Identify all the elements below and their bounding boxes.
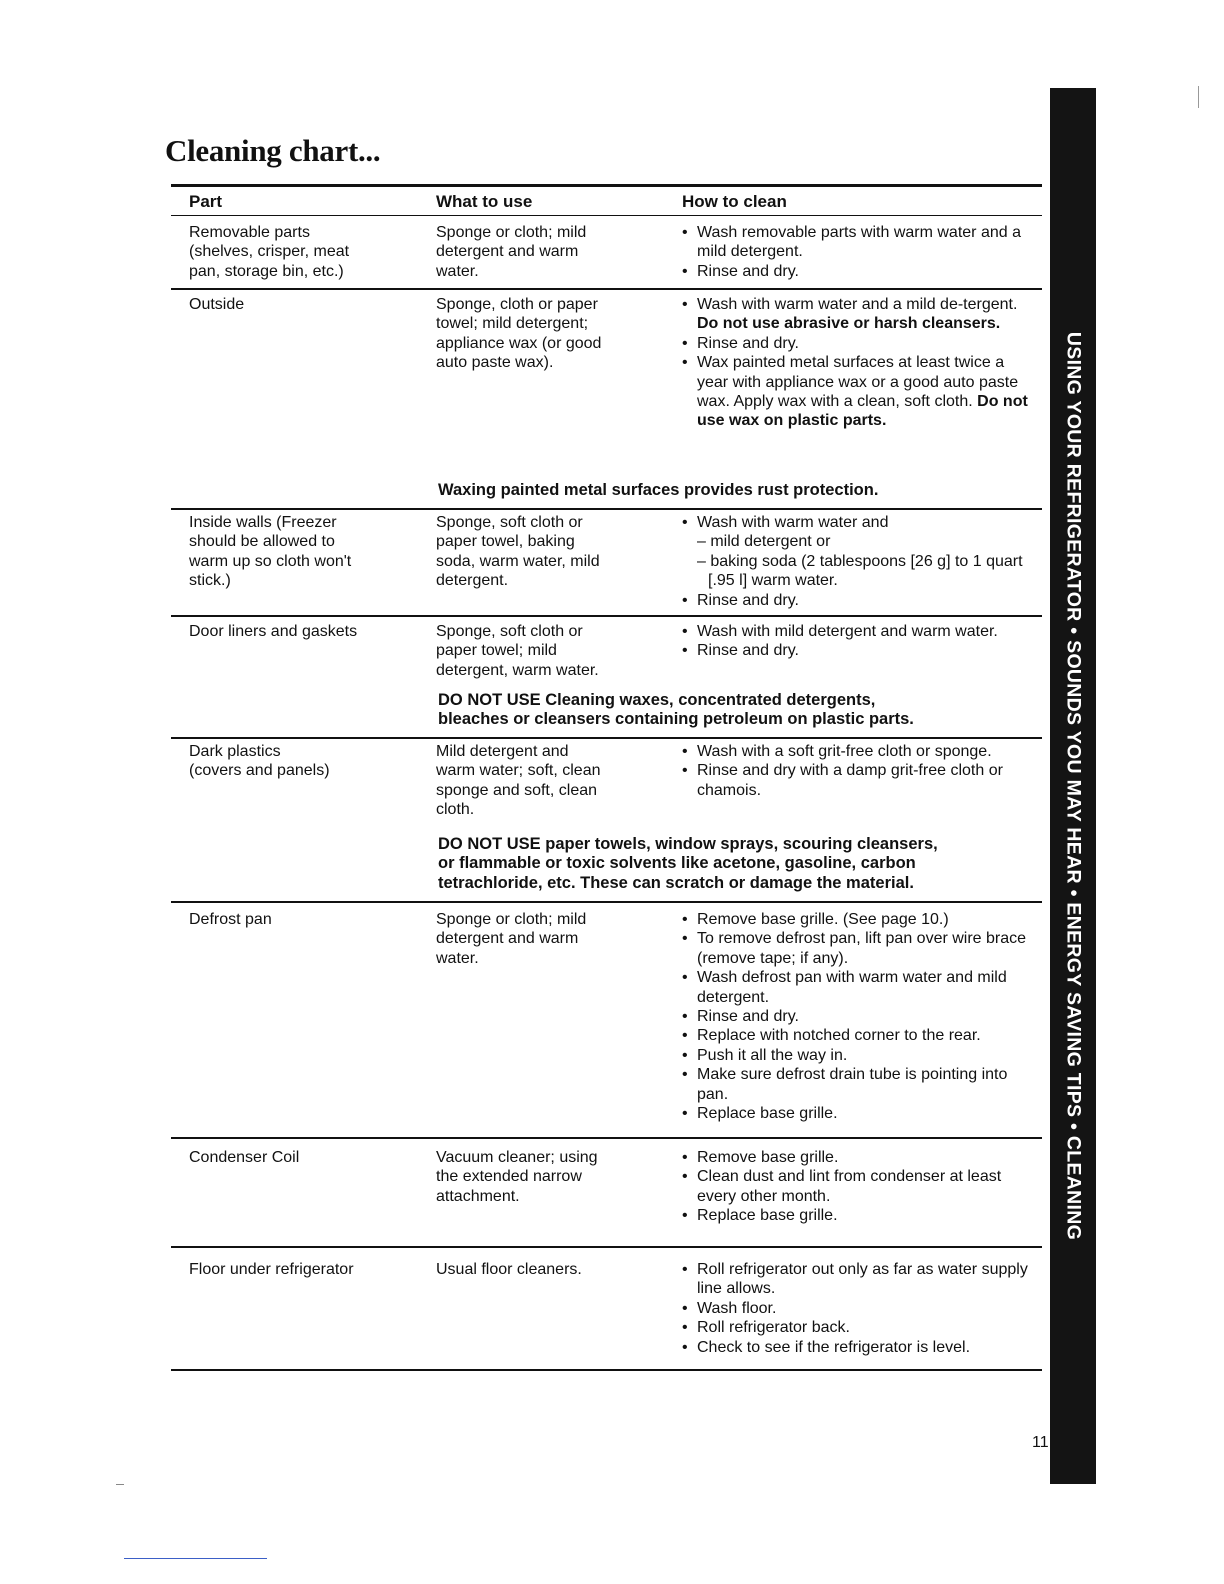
cleaning-step: • Replace base grille. <box>682 1206 1034 1225</box>
cleaning-step: • Wash with warm water and <box>682 513 1034 532</box>
part-cell <box>189 622 409 641</box>
what-line: towel; mild detergent; <box>436 315 589 333</box>
part-line: stick.) <box>189 572 231 590</box>
what-line: paper towel; mild <box>436 642 557 660</box>
how-to-clean-cell <box>682 742 1034 800</box>
how-to-clean-cell <box>682 910 1034 1123</box>
what-line: Mild detergent and <box>436 743 569 760</box>
note-door-liners <box>438 691 1028 730</box>
note-line: bleaches or cleansers containing petroleum on plastic parts. <box>438 710 914 729</box>
cleaning-step: • Make sure defrost drain tube is pointing into pan. <box>682 1065 1034 1104</box>
part-line: (shelves, crisper, meat <box>189 243 350 261</box>
part-cell <box>189 1260 409 1279</box>
what-line: soda, warm water, mild <box>436 552 600 570</box>
cleaning-step: • Replace with notched corner to the rear. <box>682 1026 1034 1045</box>
page-title: Cleaning chart... <box>165 133 381 168</box>
what-line: cloth. <box>436 801 475 819</box>
part-line: Floor under refrigerator <box>189 1261 354 1278</box>
row-divider <box>171 615 1042 617</box>
cleaning-step: • Wash defrost pan with warm water and mild detergent. <box>682 968 1034 1007</box>
part-cell <box>189 1148 409 1167</box>
part-cell <box>189 910 409 929</box>
what-line: paper towel, baking <box>436 533 575 551</box>
step-text: Wash with warm water and a mild de-tergent. <box>697 296 1018 313</box>
step-warning: Do not use abrasive or harsh cleansers. <box>697 315 1001 333</box>
what-line: Usual floor cleaners. <box>436 1261 582 1278</box>
cleaning-step: • To remove defrost pan, lift pan over wire brace (remove tape; if any). <box>682 929 1034 968</box>
part-line: Outside <box>189 296 245 313</box>
how-to-clean-cell <box>682 622 1034 661</box>
cleaning-step: • Roll refrigerator back. <box>682 1318 1034 1337</box>
what-to-use-cell <box>436 1148 658 1206</box>
table-bottom-rule <box>171 1369 1042 1371</box>
note-line: tetrachloride, etc. These can scratch or damage the material. <box>438 873 914 892</box>
note-dark-plastics <box>438 835 1028 893</box>
what-to-use-cell <box>436 910 658 968</box>
part-cell <box>189 223 409 281</box>
what-line: detergent. <box>436 572 509 590</box>
what-to-use-cell <box>436 295 658 373</box>
what-to-use-cell <box>436 742 658 820</box>
what-line: Vacuum cleaner; using <box>436 1149 598 1166</box>
what-line: detergent and warm <box>436 930 579 948</box>
part-line: Dark plastics <box>189 743 281 760</box>
cleaning-step: • Rinse and dry. <box>682 591 1034 610</box>
cleaning-step <box>682 353 1034 431</box>
note-outside <box>438 481 1028 500</box>
what-line: water. <box>436 262 479 280</box>
note-line: or flammable or toxic solvents like acetone, gasoline, carbon <box>438 854 916 873</box>
what-line: the extended narrow <box>436 1168 582 1186</box>
row-divider <box>171 901 1042 903</box>
how-to-clean-cell <box>682 1148 1034 1226</box>
what-line: Sponge, soft cloth or <box>436 623 583 640</box>
part-cell <box>189 513 409 591</box>
cleaning-step: • Rinse and dry. <box>682 334 1034 353</box>
cleaning-step: • Rinse and dry. <box>682 1007 1034 1026</box>
what-line: warm water; soft, clean <box>436 762 601 780</box>
cleaning-step: • Replace base grille. <box>682 1104 1034 1123</box>
cleaning-sub-step: – mild detergent or <box>697 533 831 551</box>
cleaning-step: • Rinse and dry. <box>682 641 1034 660</box>
row-divider <box>171 288 1042 290</box>
cleaning-step: • Remove base grille. (See page 10.) <box>682 910 1034 929</box>
part-line: Inside walls (Freezer <box>189 514 337 531</box>
what-line: Sponge, soft cloth or <box>436 514 583 531</box>
what-line: Sponge or cloth; mild <box>436 224 587 241</box>
section-tab <box>1050 88 1096 1484</box>
cleaning-step: • Rinse and dry. <box>682 262 1034 281</box>
cleaning-step: • Remove base grille. <box>682 1148 1034 1167</box>
step-text: Wax painted metal surfaces at least twice a year with appliance wax or a good auto paste wax. Apply wax with a clean, soft cloth. <box>697 354 1019 411</box>
what-line: Sponge, cloth or paper <box>436 296 598 313</box>
cleaning-step: • Rinse and dry with a damp grit-free cloth or chamois. <box>682 761 1034 800</box>
header-part: Part <box>189 192 223 211</box>
row-divider <box>171 737 1042 739</box>
what-line: detergent, warm water. <box>436 661 599 679</box>
what-line: attachment. <box>436 1187 520 1205</box>
note-line: Waxing painted metal surfaces provides rust protection. <box>438 481 879 499</box>
what-line: auto paste wax). <box>436 354 554 372</box>
table-top-rule <box>171 184 1042 187</box>
part-cell <box>189 742 409 781</box>
page-number: 11 <box>1032 1434 1049 1451</box>
cleaning-step: • Check to see if the refrigerator is level. <box>682 1338 1034 1357</box>
what-line: sponge and soft, clean <box>436 781 598 799</box>
header-how-to-clean: How to clean <box>682 192 787 211</box>
row-divider <box>171 1246 1042 1248</box>
cleaning-step: • Wash removable parts with warm water and a mild detergent. <box>682 223 1034 262</box>
part-line: Removable parts <box>189 224 310 241</box>
part-line: pan, storage bin, etc.) <box>189 262 344 280</box>
header-what-to-use: What to use <box>436 192 533 211</box>
row-divider <box>171 1137 1042 1139</box>
how-to-clean-cell <box>682 513 1034 610</box>
step-warning: Do not use wax on plastic parts. <box>697 393 1028 430</box>
cleaning-step: • Push it all the way in. <box>682 1046 1034 1065</box>
row-divider <box>171 508 1042 510</box>
cleaning-step <box>682 295 1034 334</box>
what-to-use-cell <box>436 622 658 680</box>
cleaning-step: • Wash with a soft grit-free cloth or sponge. <box>682 742 1034 761</box>
note-line: DO NOT USE paper towels, window sprays, scouring cleansers, <box>438 835 938 853</box>
cleaning-step: • Roll refrigerator out only as far as water supply line allows. <box>682 1260 1034 1299</box>
what-line: appliance wax (or good <box>436 334 602 352</box>
scan-mark-right <box>1198 86 1199 108</box>
what-line: water. <box>436 949 479 967</box>
part-line: Defrost pan <box>189 911 272 928</box>
section-tab-label: USING YOUR REFRIGERATOR • SOUNDS YOU MAY HEAR • ENERGY SAVING TIPS • CLEANING <box>1062 331 1085 1241</box>
what-to-use-cell <box>436 223 658 281</box>
what-line: Sponge or cloth; mild <box>436 911 587 928</box>
note-line: DO NOT USE Cleaning waxes, concentrated detergents, <box>438 691 876 709</box>
how-to-clean-cell <box>682 295 1034 431</box>
part-line: Door liners and gaskets <box>189 623 358 640</box>
part-line: should be allowed to <box>189 533 335 551</box>
how-to-clean-cell <box>682 1260 1034 1357</box>
part-line: warm up so cloth won't <box>189 552 352 570</box>
cleaning-step: • Wash floor. <box>682 1299 1034 1318</box>
cleaning-step: • Wash with mild detergent and warm water. <box>682 622 1034 641</box>
what-to-use-cell <box>436 513 658 591</box>
part-line: Condenser Coil <box>189 1149 300 1166</box>
part-cell <box>189 295 409 314</box>
what-to-use-cell <box>436 1260 658 1279</box>
cleaning-sub-step: – baking soda (2 tablespoons [26 g] to 1 quart [.95 l] warm water. <box>697 552 1023 590</box>
scan-mark-bottom <box>124 1558 267 1559</box>
part-line: (covers and panels) <box>189 762 330 780</box>
cleaning-step: • Clean dust and lint from condenser at least every other month. <box>682 1167 1034 1206</box>
how-to-clean-cell <box>682 223 1034 281</box>
scan-mark-left <box>116 1484 124 1485</box>
what-line: detergent and warm <box>436 243 579 261</box>
header-rule <box>171 215 1042 216</box>
